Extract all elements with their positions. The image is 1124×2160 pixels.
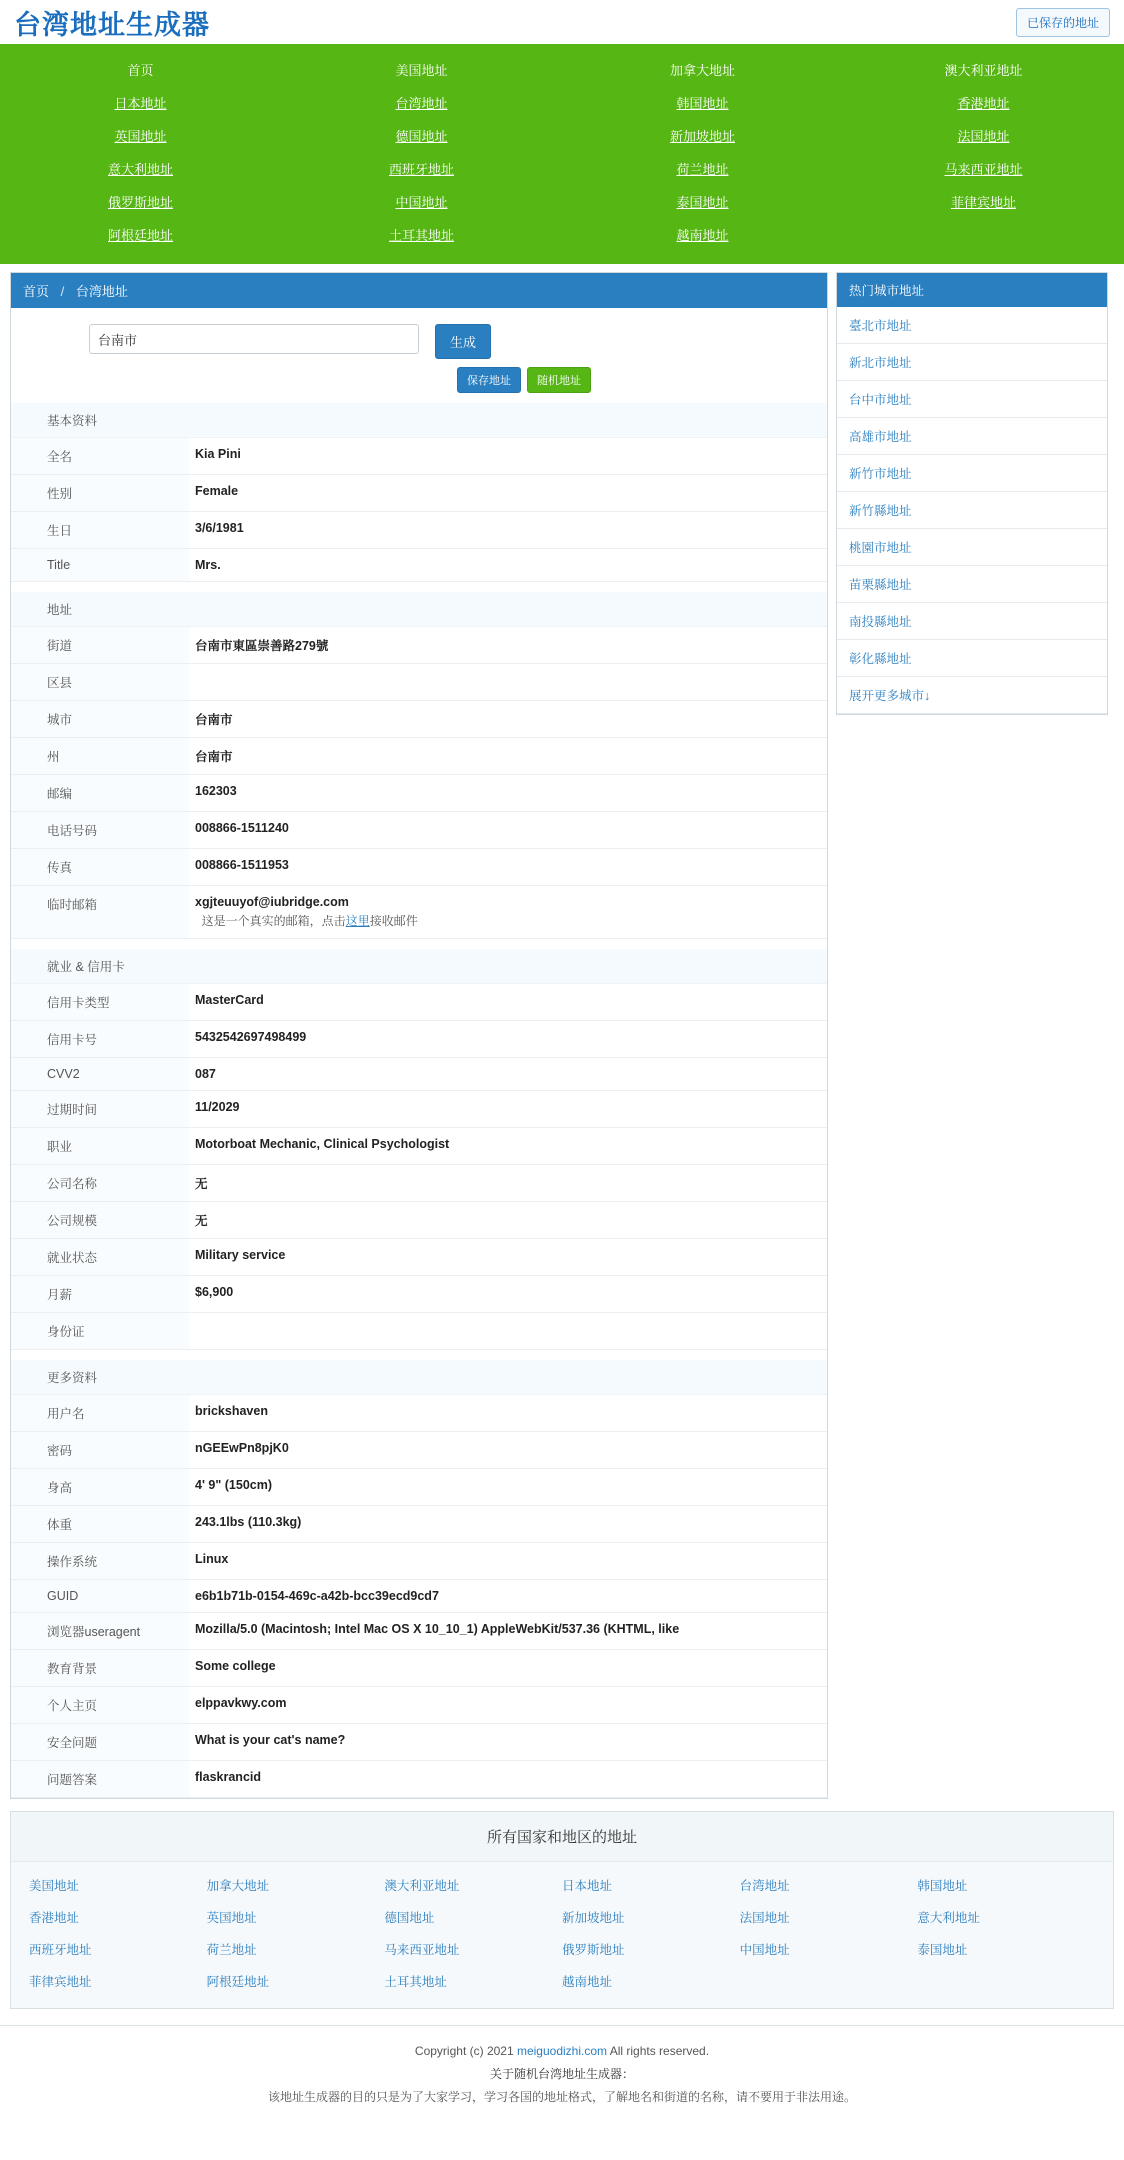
row-label: 区县	[11, 664, 189, 701]
nav-link[interactable]: 荷兰地址	[676, 162, 729, 177]
row-label: 电话号码	[11, 812, 189, 849]
row-value: 243.1lbs (110.3kg)	[189, 1506, 827, 1543]
row-value: Mrs.	[189, 549, 827, 582]
hot-city-link[interactable]: 彰化縣地址	[849, 652, 912, 666]
row-label: 问题答案	[11, 1761, 189, 1798]
nav-link[interactable]: 俄罗斯地址	[107, 195, 173, 210]
section-address	[11, 592, 827, 939]
country-link[interactable]: 俄罗斯地址	[562, 1943, 625, 1957]
row-value: 11/2029	[189, 1091, 827, 1128]
section-title-basic: 基本资料	[11, 403, 827, 438]
country-link[interactable]: 土耳其地址	[384, 1975, 447, 1989]
table-row	[11, 1724, 827, 1761]
nav-row	[0, 152, 1124, 185]
row-label: 性别	[11, 475, 189, 512]
all-countries-grid	[11, 1862, 1113, 2008]
table-row	[11, 1543, 827, 1580]
nav-item-hongkong[interactable]	[843, 86, 1124, 119]
row-label: 临时邮箱	[11, 886, 189, 939]
list-item[interactable]	[837, 418, 1107, 455]
country-link[interactable]: 阿根廷地址	[206, 1975, 270, 1989]
hot-city-link[interactable]: 新北市地址	[849, 356, 912, 370]
row-label: 身份证	[11, 1313, 189, 1350]
row-value	[189, 886, 827, 939]
country-link[interactable]: 英国地址	[206, 1911, 257, 1925]
nav-item-argentina[interactable]	[0, 218, 281, 251]
row-value: e6b1b71b-0154-469c-a42b-bcc39ecd9cd7	[189, 1580, 827, 1613]
copyright-line	[0, 2040, 1124, 2063]
list-item[interactable]	[837, 455, 1107, 492]
list-item[interactable]	[837, 344, 1107, 381]
list-item[interactable]	[837, 492, 1107, 529]
about-title: 关于随机台湾地址生成器：	[489, 2066, 634, 2081]
nav-link[interactable]: 韩国地址	[676, 96, 729, 111]
nav-item-spain[interactable]	[281, 152, 562, 185]
nav-link[interactable]: 新加坡地址	[669, 129, 735, 144]
row-value: 无	[189, 1165, 827, 1202]
table-row-temp-mail	[11, 886, 827, 939]
list-item[interactable]	[837, 603, 1107, 640]
country-link[interactable]: 日本地址	[562, 1879, 613, 1893]
action-button-row	[11, 367, 827, 393]
list-item[interactable]	[837, 566, 1107, 603]
row-label: CVV2	[11, 1058, 189, 1091]
site-link[interactable]: meiguodizhi.com	[516, 2044, 608, 2058]
table-row	[11, 984, 827, 1021]
saved-addresses-button[interactable]: 已保存的地址	[1016, 8, 1110, 37]
hot-cities-list	[837, 307, 1107, 714]
table-row	[11, 812, 827, 849]
row-value	[189, 664, 827, 701]
row-label: 月薪	[11, 1276, 189, 1313]
country-link[interactable]: 法国地址	[739, 1911, 790, 1925]
table-row	[11, 1432, 827, 1469]
list-item[interactable]	[837, 381, 1107, 418]
table-row	[11, 1395, 827, 1432]
row-label: 操作系统	[11, 1543, 189, 1580]
table-row	[11, 549, 827, 582]
generate-button[interactable]: 生成	[435, 324, 491, 359]
country-link[interactable]: 泰国地址	[917, 1943, 968, 1957]
nav-row	[0, 119, 1124, 152]
country-link[interactable]: 香港地址	[29, 1911, 80, 1925]
row-label: 公司规模	[11, 1202, 189, 1239]
nav-link[interactable]: 香港地址	[957, 96, 1010, 111]
country-link[interactable]: 荷兰地址	[206, 1943, 257, 1957]
copyright-pre: Copyright (c) 2021	[414, 2044, 517, 2058]
nav-row	[0, 185, 1124, 218]
nav-link[interactable]: 德国地址	[395, 129, 448, 144]
hot-city-link[interactable]: 南投縣地址	[849, 615, 912, 629]
table-row	[11, 1687, 827, 1724]
nav-row	[0, 86, 1124, 119]
row-value: brickshaven	[189, 1395, 827, 1432]
hot-city-link[interactable]: 台中市地址	[849, 393, 912, 407]
row-value: 087	[189, 1058, 827, 1091]
table-row	[11, 1469, 827, 1506]
row-label: 身高	[11, 1469, 189, 1506]
table-row	[11, 1313, 827, 1350]
row-value: Some college	[189, 1650, 827, 1687]
nav-item-us[interactable]	[281, 53, 562, 86]
row-value: What is your cat's name?	[189, 1724, 827, 1761]
nav-link[interactable]: 首页	[127, 63, 154, 78]
table-row	[11, 738, 827, 775]
table-row	[11, 1165, 827, 1202]
city-input[interactable]	[89, 324, 419, 354]
table-row	[11, 1128, 827, 1165]
row-label: 密码	[11, 1432, 189, 1469]
country-link[interactable]: 澳大利亚地址	[384, 1879, 460, 1893]
all-countries-block	[10, 1811, 1114, 2009]
row-value	[189, 1313, 827, 1350]
top-bar	[0, 0, 1124, 44]
nav-link[interactable]: 西班牙地址	[388, 162, 454, 177]
nav-item-germany[interactable]	[281, 119, 562, 152]
nav-item-australia[interactable]	[843, 53, 1124, 86]
section-title-more: 更多资料	[11, 1360, 827, 1395]
more-table	[11, 1395, 827, 1798]
nav-link[interactable]: 菲律宾地址	[950, 195, 1016, 210]
country-link[interactable]: 美国地址	[29, 1879, 80, 1893]
table-row	[11, 1091, 827, 1128]
row-label: 职业	[11, 1128, 189, 1165]
section-more	[11, 1360, 827, 1798]
nav-item-malaysia[interactable]	[843, 152, 1124, 185]
row-value: 5432542697498499	[189, 1021, 827, 1058]
address-table	[11, 627, 827, 939]
row-label: 过期时间	[11, 1091, 189, 1128]
table-row	[11, 1761, 827, 1798]
table-row	[11, 1276, 827, 1313]
nav-item-japan[interactable]	[0, 86, 281, 119]
breadcrumb-home[interactable]: 首页	[23, 284, 50, 299]
nav-item-turkey[interactable]	[281, 218, 562, 251]
nav-link[interactable]: 澳大利亚地址	[944, 63, 1023, 78]
table-row	[11, 664, 827, 701]
hot-cities-title: 热门城市地址	[837, 273, 1107, 307]
nav-item-thailand[interactable]	[562, 185, 843, 218]
nav-item-uk[interactable]	[0, 119, 281, 152]
table-row	[11, 1650, 827, 1687]
site-title: 台湾地址生成器	[14, 9, 210, 40]
row-label: 全名	[11, 438, 189, 475]
nav-link[interactable]: 意大利地址	[107, 162, 173, 177]
country-link[interactable]: 菲律宾地址	[29, 1975, 92, 1989]
expand-more-cities-link[interactable]: 展开更多城市↓	[849, 689, 931, 703]
row-label: 安全问题	[11, 1724, 189, 1761]
row-value: Female	[189, 475, 827, 512]
table-row	[11, 512, 827, 549]
nav-item-china[interactable]	[281, 185, 562, 218]
nav-link[interactable]: 美国地址	[395, 63, 448, 78]
nav-item-home[interactable]	[0, 53, 281, 86]
table-row	[11, 701, 827, 738]
row-label: 用户名	[11, 1395, 189, 1432]
nav-link[interactable]: 阿根廷地址	[107, 228, 173, 243]
row-value: 008866-1511240	[189, 812, 827, 849]
hot-city-link[interactable]: 高雄市地址	[849, 430, 912, 444]
temp-mail-address: xgjteuuyof@iubridge.com	[195, 895, 349, 909]
temp-mail-note-before: 这是一个真实的邮箱，点击	[201, 914, 346, 928]
hot-city-link[interactable]: 苗栗縣地址	[849, 578, 912, 592]
hot-city-link[interactable]: 新竹市地址	[849, 467, 912, 481]
row-value: Kia Pini	[189, 438, 827, 475]
row-label: GUID	[11, 1580, 189, 1613]
row-value: Motorboat Mechanic, Clinical Psychologist	[189, 1128, 827, 1165]
row-label: 信用卡号	[11, 1021, 189, 1058]
hot-cities-panel	[836, 272, 1108, 715]
row-label: 街道	[11, 627, 189, 664]
row-label: 生日	[11, 512, 189, 549]
hot-city-link[interactable]: 桃園市地址	[849, 541, 912, 555]
section-title-address: 地址	[11, 592, 827, 627]
country-link[interactable]: 新加坡地址	[562, 1911, 625, 1925]
breadcrumb	[11, 273, 827, 308]
table-row	[11, 1058, 827, 1091]
random-address-button[interactable]: 随机地址	[527, 367, 591, 393]
row-label: 城市	[11, 701, 189, 738]
country-link[interactable]: 加拿大地址	[206, 1879, 270, 1893]
main-nav	[0, 44, 1124, 264]
list-item-expand-more[interactable]	[837, 677, 1107, 714]
nav-item-france[interactable]	[843, 119, 1124, 152]
row-value: 台南市	[189, 738, 827, 775]
row-value: 162303	[189, 775, 827, 812]
country-link[interactable]: 意大利地址	[917, 1911, 980, 1925]
row-label: 浏览器useragent	[11, 1613, 189, 1650]
row-value: 无	[189, 1202, 827, 1239]
row-value: 008866-1511953	[189, 849, 827, 886]
nav-item-italy[interactable]	[0, 152, 281, 185]
nav-item-russia[interactable]	[0, 185, 281, 218]
nav-link[interactable]: 越南地址	[676, 228, 729, 243]
row-value: Military service	[189, 1239, 827, 1276]
row-label: 个人主页	[11, 1687, 189, 1724]
temp-mail-note	[195, 909, 823, 929]
nav-item-singapore[interactable]	[562, 119, 843, 152]
table-row	[11, 627, 827, 664]
country-link[interactable]: 马来西亚地址	[384, 1943, 460, 1957]
row-label: 就业状态	[11, 1239, 189, 1276]
footer	[0, 2025, 1124, 2126]
generator-row	[11, 308, 827, 365]
row-value: 3/6/1981	[189, 512, 827, 549]
row-value: Mozilla/5.0 (Macintosh; Intel Mac OS X 10_10_1) AppleWebKit/537.36 (KHTML, like	[189, 1613, 827, 1650]
table-row	[11, 775, 827, 812]
row-value: 台南市	[189, 701, 827, 738]
nav-item-philippines[interactable]	[843, 185, 1124, 218]
row-value: elppavkwy.com	[189, 1687, 827, 1724]
nav-item-korea[interactable]	[562, 86, 843, 119]
table-row	[11, 849, 827, 886]
nav-link[interactable]: 中国地址	[395, 195, 448, 210]
nav-item-vietnam[interactable]	[562, 218, 843, 251]
breadcrumb-current: 台湾地址	[75, 284, 128, 299]
nav-link[interactable]: 马来西亚地址	[944, 162, 1023, 177]
row-label: 公司名称	[11, 1165, 189, 1202]
save-address-button[interactable]: 保存地址	[457, 367, 521, 393]
country-link[interactable]: 韩国地址	[917, 1879, 968, 1893]
nav-item-taiwan[interactable]	[281, 86, 562, 119]
about-text: 该地址生成器的目的只是为了大家学习，学习各国的地址格式，了解地名和街道的名称，请不要用于非法用途。	[267, 2089, 856, 2104]
address-detail-panel	[10, 272, 828, 1799]
row-label: 邮编	[11, 775, 189, 812]
section-job	[11, 949, 827, 1350]
row-label: Title	[11, 549, 189, 582]
nav-item-netherlands[interactable]	[562, 152, 843, 185]
row-label: 教育背景	[11, 1650, 189, 1687]
table-row	[11, 1613, 827, 1650]
row-value: MasterCard	[189, 984, 827, 1021]
temp-mail-note-after: 接收邮件	[369, 914, 418, 928]
row-label: 信用卡类型	[11, 984, 189, 1021]
hot-city-link[interactable]: 臺北市地址	[849, 319, 912, 333]
country-link[interactable]: 中国地址	[739, 1943, 790, 1957]
table-row	[11, 1506, 827, 1543]
breadcrumb-separator: /	[60, 284, 65, 299]
list-item[interactable]	[837, 640, 1107, 677]
nav-item-empty	[843, 218, 1124, 251]
section-basic	[11, 403, 827, 582]
nav-link[interactable]: 土耳其地址	[388, 228, 454, 243]
table-row	[11, 438, 827, 475]
table-row	[11, 1239, 827, 1276]
row-value: 4' 9" (150cm)	[189, 1469, 827, 1506]
row-value: 台南市東區崇善路279號	[189, 627, 827, 664]
table-row	[11, 1580, 827, 1613]
nav-link[interactable]: 台湾地址	[395, 96, 448, 111]
row-value: nGEEwPn8pjK0	[189, 1432, 827, 1469]
section-title-job: 就业 & 信用卡	[11, 949, 827, 984]
nav-link[interactable]: 英国地址	[114, 129, 167, 144]
table-row	[11, 475, 827, 512]
table-row	[11, 1202, 827, 1239]
nav-link[interactable]: 加拿大地址	[669, 63, 735, 78]
country-link[interactable]: 越南地址	[562, 1975, 613, 1989]
main-content	[0, 264, 1124, 1799]
list-item[interactable]	[837, 307, 1107, 344]
hot-city-link[interactable]: 新竹縣地址	[849, 504, 912, 518]
nav-link[interactable]: 日本地址	[114, 96, 167, 111]
temp-mail-receive-link[interactable]: 这里	[345, 914, 370, 928]
basic-table	[11, 438, 827, 582]
nav-item-canada[interactable]	[562, 53, 843, 86]
row-label: 州	[11, 738, 189, 775]
nav-link[interactable]: 法国地址	[957, 129, 1010, 144]
country-link[interactable]: 西班牙地址	[29, 1943, 92, 1957]
job-table	[11, 984, 827, 1350]
nav-link[interactable]: 泰国地址	[676, 195, 729, 210]
copyright-post: All rights reserved.	[607, 2044, 710, 2058]
table-row	[11, 1021, 827, 1058]
country-link[interactable]: 台湾地址	[739, 1879, 790, 1893]
row-label: 体重	[11, 1506, 189, 1543]
nav-row	[0, 53, 1124, 86]
nav-row	[0, 218, 1124, 251]
row-value: Linux	[189, 1543, 827, 1580]
row-value: $6,900	[189, 1276, 827, 1313]
list-item[interactable]	[837, 529, 1107, 566]
row-value: flaskrancid	[189, 1761, 827, 1798]
all-countries-title: 所有国家和地区的地址	[11, 1812, 1113, 1862]
country-link[interactable]: 德国地址	[384, 1911, 435, 1925]
row-label: 传真	[11, 849, 189, 886]
